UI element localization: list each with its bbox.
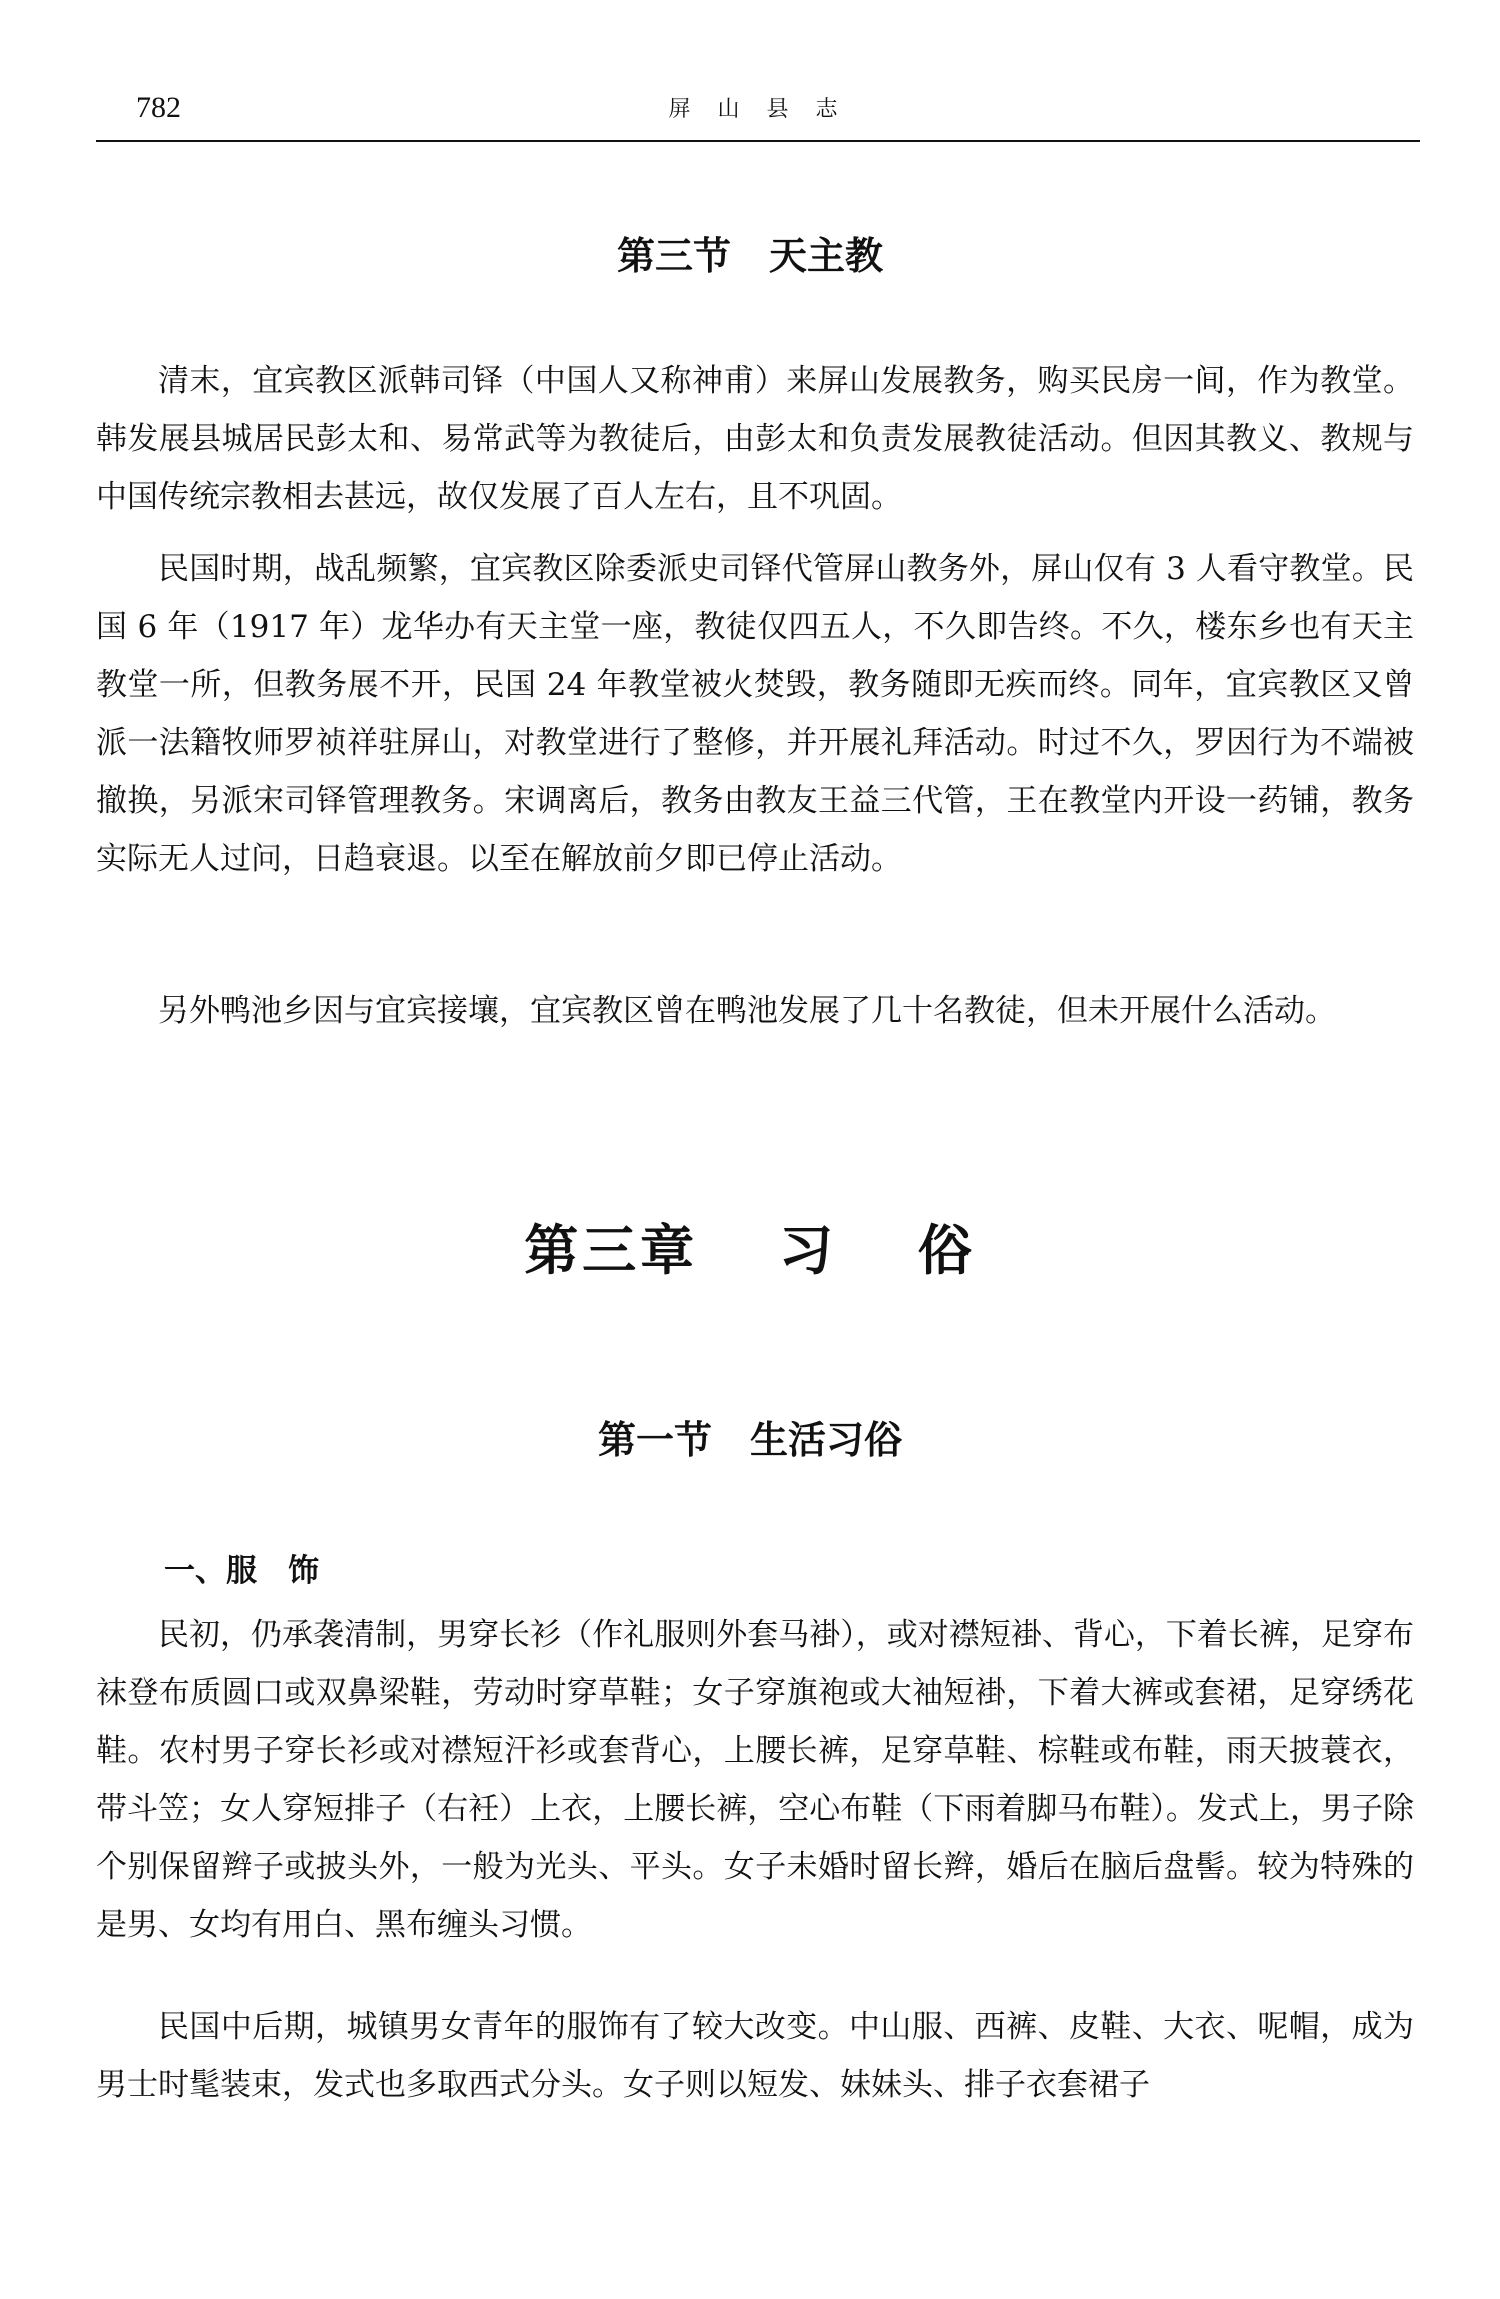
paragraph: 民国中后期，城镇男女青年的服饰有了较大改变。中山服、西裤、皮鞋、大衣、呢帽，成为男士时髦装束，发式也多取西式分头。女子则以短发、妹妹头、排子衣套裙子 — [96, 2009, 1414, 2103]
chapter-title: 第三章 习 俗 — [524, 1218, 976, 1282]
paragraph: 另外鸭池乡因与宜宾接壤，宜宾教区曾在鸭池发展了几十名教徒，但未开展什么活动。 — [158, 993, 1336, 1029]
paragraph: 民初，仍承袭清制，男穿长衫（作礼服则外套马褂），或对襟短褂、背心，下着长裤，足穿布袜登布质圆口或双鼻梁鞋，劳动时穿草鞋；女子穿旗袍或大袖短褂，下着大裤或套裙，足穿绣花鞋。农村男子穿长衫或对襟短汗衫或套背心，上腰长裤，足穿草鞋、棕鞋或布鞋，雨天披蓑衣，带斗笠；女人穿短排子（右衽）上衣，上腰长裤，空心布鞋（下雨着脚马布鞋）。发式上，男子除个别保留辫子或披头外，一般为光头、平头。女子未婚时留长辫，婚后在脑后盘髻。较为特殊的是男、女均有用白、黑布缠头习惯。 — [96, 1617, 1414, 1943]
section-title-customs: 第一节 生活习俗 — [597, 1417, 902, 1462]
section-title-catholicism: 第三节 天主教 — [616, 233, 883, 278]
paragraph: 民国时期，战乱频繁，宜宾教区除委派史司铎代管屏山教务外，屏山仅有 3 人看守教堂。民国 6 年（1917 年）龙华办有天主堂一座，教徒仅四五人，不久即告终。不久，楼东乡也有天主教堂一所，但教务展不开，民国 24 年教堂被火焚毁，教务随即无疾而终。同年，宜宾教区又曾派一法籍牧师罗祯祥驻屏山，对教堂进行了整修，并开展礼拜活动。时过不久，罗因行为不端被撤换，另派宋司铎管理教务。宋调离后，教务由教友王益三代管，王在教堂内开设一药铺，教务实际无人过问，日趋衰退。以至在解放前夕即已停止活动。 — [96, 551, 1414, 877]
page-number: 782 — [136, 91, 181, 124]
page-header — [96, 88, 1420, 142]
running-title: 屏 山 县 志 — [668, 97, 848, 122]
subsection-title-clothing: 一、服 饰 — [164, 1553, 319, 1589]
paragraph: 清末，宜宾教区派韩司铎（中国人又称神甫）来屏山发展教务，购买民房一间，作为教堂。韩发展县城居民彭太和、易常武等为教徒后，由彭太和负责发展教徒活动。但因其教义、教规与中国传统宗教相去甚远，故仅发展了百人左右，且不巩固。 — [96, 363, 1414, 515]
